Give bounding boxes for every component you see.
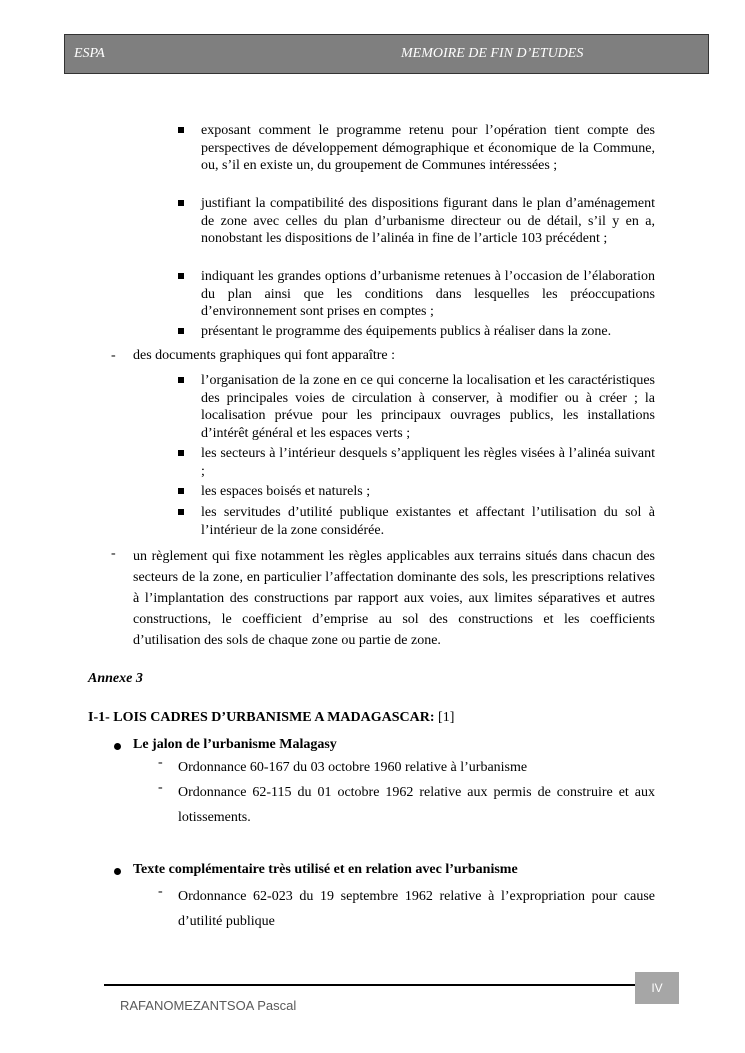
round-bullet-icon	[114, 868, 121, 875]
list-item: exposant comment le programme retenu pour l’opération tient compte des perspectives de développement démographique et économique de la Commune, ou, s’il en existe un, du groupement de Communes intéressées ;	[201, 123, 655, 173]
list-item: les servitudes d’utilité publique existantes et affectant l’utilisation du sol à l’intérieur de la zone considérée.	[201, 505, 655, 538]
page-number: IV	[635, 972, 679, 1004]
list-item: Ordonnance 62-023 du 19 septembre 1962 relative à l’expropriation pour cause d’utilité publique	[178, 889, 655, 929]
list-item: les espaces boisés et naturels ;	[201, 484, 371, 499]
list-item: indiquant les grandes options d’urbanisme retenues à l’occasion de l’élaboration du plan ainsi que les conditions dans lesquelles les préoccupations d’environnement sont prises en comptes ;	[201, 269, 655, 319]
dash-marker: -	[158, 780, 163, 795]
group-title: Texte complémentaire très utilisé et en relation avec l’urbanisme	[133, 862, 518, 877]
square-bullet-icon	[178, 200, 184, 206]
header-school: ESPA	[74, 46, 105, 61]
section-reference: [1]	[434, 710, 455, 725]
footer-author: RAFANOMEZANTSOA Pascal	[120, 998, 297, 1013]
square-bullet-icon	[178, 450, 184, 456]
square-bullet-icon	[178, 488, 184, 494]
list-item: Ordonnance 62-115 du 01 octobre 1962 relative aux permis de construire et aux lotissements.	[178, 785, 655, 825]
square-bullet-icon	[178, 328, 184, 334]
dash-item: des documents graphiques qui font apparaître :	[133, 348, 396, 363]
header-title: MEMOIRE DE FIN D’ETUDES	[401, 46, 584, 61]
list-item: l’organisation de la zone en ce qui concerne la localisation et les caractéristiques des principales voies de circulation à conserver, à modifier ou à créer ; la localisation prévue pour les principaux ouvrages publics, les installations d’intérêt général et les espaces verts ;	[201, 373, 655, 441]
square-bullet-icon	[178, 273, 184, 279]
group-title: Le jalon de l’urbanisme Malagasy	[133, 737, 337, 752]
list-item: justifiant la compatibilité des dispositions figurant dans le plan d’aménagement de zone avec celles du plan d’urbanisme directeur ou de détail, s’il y en a, nonobstant les dispositions de l’alinéa in fine de l’article 103 précédent ;	[201, 196, 655, 246]
page-header	[64, 34, 709, 74]
dash-marker: -	[111, 348, 116, 363]
footer-divider	[104, 984, 635, 986]
list-item: présentant le programme des équipements publics à réaliser dans la zone.	[201, 324, 612, 339]
section-heading	[88, 710, 454, 726]
list-item: les secteurs à l’intérieur desquels s’appliquent les règles visées à l’alinéa suivant ;	[201, 446, 655, 479]
dash-marker: -	[111, 546, 116, 561]
section-title: I-1- LOIS CADRES D’URBANISME A MADAGASCAR:	[88, 710, 435, 725]
list-item: Ordonnance 60-167 du 03 octobre 1960 relative à l’urbanisme	[178, 760, 528, 775]
dash-marker: -	[158, 755, 163, 770]
square-bullet-icon	[178, 127, 184, 133]
dash-marker: -	[158, 884, 163, 899]
dash-item: un règlement qui fixe notamment les règles applicables aux terrains situés dans chacun des secteurs de la zone, en particulier l’affectation dominante des sols, les prescriptions relatives à l’implantation des constructions par rapport aux voies, aux limites séparatives et autres constructions, le coefficient d’emprise au sol des constructions et les coefficients d’utilisation des sols de chaque zone ou partie de zone.	[133, 549, 655, 648]
square-bullet-icon	[178, 509, 184, 515]
square-bullet-icon	[178, 377, 184, 383]
annexe-heading: Annexe 3	[88, 671, 143, 686]
round-bullet-icon	[114, 743, 121, 750]
